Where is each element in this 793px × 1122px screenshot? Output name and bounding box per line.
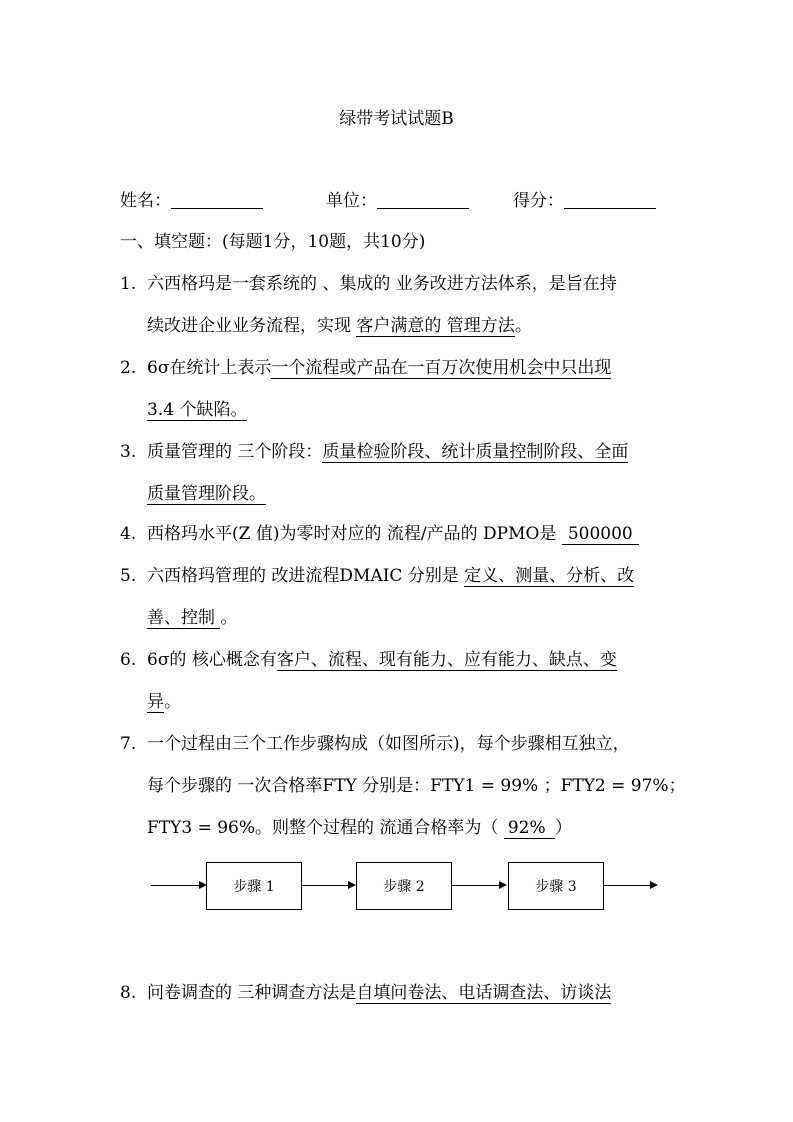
arrow-step2-to-step3 — [452, 885, 500, 886]
unit-blank[interactable] — [377, 190, 469, 209]
q2-line1 — [147, 357, 611, 379]
q2-number: 2. — [120, 358, 137, 378]
arrow-step1-to-step2 — [302, 885, 349, 886]
q8-line1 — [147, 982, 611, 1004]
q5-answer-part1: 定义、测量、分析、改 — [464, 566, 635, 586]
q7-end: ） — [555, 818, 573, 838]
q4-answer: 500000 — [562, 524, 639, 545]
arrowhead-step3 — [499, 881, 507, 889]
q3-answer-part2: 质量管理阶段。 — [147, 484, 266, 504]
q3-number: 3. — [120, 442, 137, 462]
q7-line2: 每个步骤的 一次合格率FTY 分别是：FTY1 = 99% ；FTY2 = 97%； — [147, 776, 686, 796]
score-field-row — [513, 190, 656, 212]
q8-text: 问卷调查的 三种调查方法是 — [147, 983, 357, 1003]
q2-text: 6σ在统计上表示 — [147, 358, 272, 378]
section-heading: 一、填空题：(每题1分，10题，共10分) — [120, 232, 426, 252]
q7-line1: 一个过程由三个工作步骤构成（如图所示)，每个步骤相互独立， — [147, 734, 630, 754]
q1-number: 1. — [120, 274, 137, 294]
score-label: 得分： — [513, 191, 564, 211]
q5-answer-part2: 善、控制 — [147, 608, 221, 628]
q7-answer: 92% — [504, 818, 555, 839]
exam-title: 绿带考试试题B — [339, 109, 454, 129]
q6-answer-part1: 客户、流程、现有能力、应有能力、缺点、变 — [276, 650, 617, 670]
process-step-2: 步骤 2 — [356, 862, 452, 910]
output-arrow-line — [604, 885, 651, 886]
q1-line1: 六西格玛是一套系统的 、集成的 业务改进方法体系，是旨在持 — [147, 274, 617, 294]
q2-line2 — [147, 399, 247, 421]
q7-line3 — [147, 817, 572, 839]
q1-answer: 客户满意的 管理方法 — [356, 316, 515, 336]
q8-number: 8. — [120, 983, 137, 1003]
arrowhead-step2 — [348, 881, 356, 889]
q5-end: 。 — [220, 608, 238, 628]
q6-text: 6σ的 核心概念有 — [147, 650, 277, 670]
name-blank[interactable] — [171, 190, 263, 209]
q3-answer-part1: 质量检验阶段、统计质量控制阶段、全面 — [322, 442, 629, 462]
q2-answer-part1: 一个流程或产品在一百万次使用机会中只出现 — [271, 358, 612, 378]
process-step-3: 步骤 3 — [508, 862, 604, 910]
q6-number: 6. — [120, 650, 137, 670]
q6-end: 。 — [164, 692, 181, 712]
q4-number: 4. — [120, 524, 137, 544]
q1-line2 — [147, 315, 532, 337]
name-field-row — [120, 190, 263, 212]
name-label: 姓名： — [120, 191, 171, 211]
q8-answer: 自填问卷法、电话调查法、访谈法 — [356, 983, 612, 1003]
output-arrowhead — [650, 881, 658, 889]
q6-answer-part2: 异 — [147, 692, 164, 712]
q4-text: 西格玛水平(Z 值)为零时对应的 流程/产品的 DPMO是 — [147, 524, 562, 544]
q5-line2 — [147, 607, 237, 629]
q7-text: FTY3 = 96%。则整个过程的 流通合格率为（ — [147, 818, 504, 838]
q4-line1 — [147, 523, 639, 545]
q3-text: 质量管理的 三个阶段： — [147, 442, 323, 462]
input-arrow-line — [151, 885, 201, 886]
q6-line1 — [147, 649, 617, 671]
score-blank[interactable] — [564, 190, 656, 209]
q5-line1 — [147, 565, 634, 587]
unit-label: 单位： — [326, 191, 377, 211]
q7-number: 7. — [120, 734, 137, 754]
q3-line1 — [147, 441, 628, 463]
q1-end: 。 — [514, 316, 532, 336]
q3-line2 — [147, 483, 266, 505]
q5-number: 5. — [120, 566, 137, 586]
q6-line2 — [147, 691, 181, 713]
q1-text: 续改进企业业务流程，实现 — [147, 316, 357, 336]
process-step-1: 步骤 1 — [206, 862, 302, 910]
unit-field-row — [326, 190, 469, 212]
q5-text: 六西格玛管理的 改进流程DMAIC 分别是 — [147, 566, 465, 586]
q2-answer-part2: 3.4 个缺陷。 — [147, 400, 248, 420]
